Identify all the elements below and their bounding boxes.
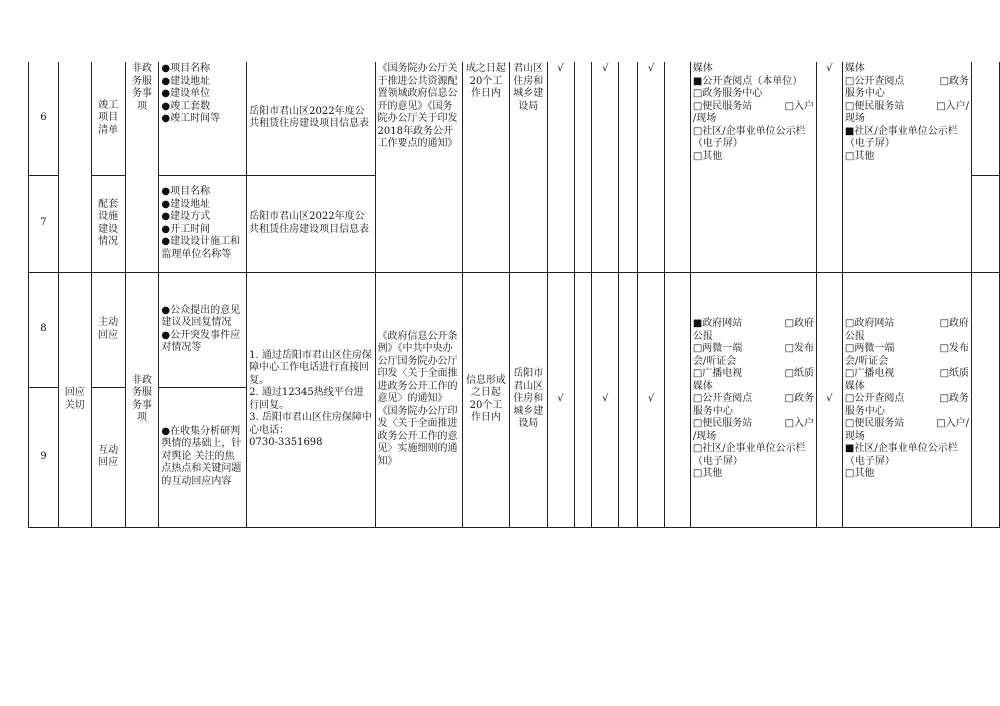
check-mark: √ [592, 272, 619, 527]
channels-list: □政府网站 □政府 公报 □两微一端 □发布 会/听证会 □广播电视 □纸质 媒体 □公开查阅点 □政务 服务中心 □便民服务站 □入户/ 现场 ■社区/企事业单位公示栏 （电子屏） □其他 [842, 272, 971, 527]
check-mark: √ [547, 62, 574, 272]
row-number: 8 [29, 272, 59, 387]
content-list: ●项目名称 ●建设地址 ●建设单位 ●竣工套数 ●竣工时间等 [159, 62, 247, 175]
content-list: ●在收集分析研判舆情的基础上，针对舆论 关注的焦点热点和关键问题的互动回应内容 [159, 387, 247, 527]
table-row-6 [29, 62, 1000, 175]
content-list: ●项目名称 ●建设地址 ●建设方式 ●开工时间 ●建设设计施工和监理单位名称等 [159, 175, 247, 272]
legal-basis: 《国务院办公厅关于推进公共资源配置领域政府信息公开的意见》《国务院办公厅关于印发2018年政务公开工作要点的通知》 [375, 62, 463, 272]
disclosure-table [28, 62, 1000, 528]
channels-list: 媒体 ■公开查阅点（本单位） □政务服务中心 □便民服务站 □入户 /现场 □社区/企事业单位公示栏 （电子屏） □其他 [690, 62, 816, 272]
check-mark: √ [592, 62, 619, 272]
item-name: 主动回应 [91, 272, 125, 387]
item-type: 非政务服务事项 [125, 272, 159, 527]
disclosure-subject: 君山区住房和城乡建设局 [509, 62, 547, 272]
check-mark: √ [638, 62, 665, 272]
content-list: ●公众提出的意见建议及回复情况 ●公开突发事件应对情况等 [159, 272, 247, 387]
check-mark: √ [817, 272, 843, 527]
category-cell-empty [58, 62, 91, 272]
item-name: 竣工项目清单 [91, 62, 125, 175]
item-type: 非政务服务事项 [125, 62, 159, 272]
category-name: 回应关切 [58, 272, 91, 527]
disclosure-time: 信息形成之日起20个工作日内 [463, 272, 510, 527]
check-mark: √ [817, 62, 843, 272]
disclosure-subject: 岳阳市君山区住房和城乡建设局 [509, 272, 547, 527]
channels-list: 媒体 □公开查阅点 □政务 服务中心 □便民服务站 □入户/ 现场 ■社区/企事业单位公示栏 （电子屏） □其他 [842, 62, 971, 272]
disclosure-time: 成之日起20个工作日内 [463, 62, 510, 272]
channels-list: ■政府网站 □政府 公报 □两微一端 □发布 会/听证会 □广播电视 □纸质 媒体 □公开查阅点 □政务 服务中心 □便民服务站 □入户 /现场 □社区/企事业单位公示栏 （电子屏） □其他 [690, 272, 816, 527]
item-name: 配套设施建设情况 [91, 175, 125, 272]
row-number: 7 [29, 175, 59, 272]
item-name: 互动回应 [91, 387, 125, 527]
legal-basis: 《政府信息公开条例》《中共中央办公厅国务院办公厅印发〈关于全面推进政务公开工作的意见〉的通知》《国务院办公厅印发〈关于全面推进政务公开工作的意见〉实施细则的通知》 [375, 272, 463, 527]
basis-document: 1. 通过岳阳市君山区住房保障中心工作电话进行直接回复。 2. 通过12345热线平台进行回复。 3. 岳阳市君山区住房保障中心电话： 0730-3351698 [247, 272, 375, 527]
check-mark: √ [638, 272, 665, 527]
row-number: 6 [29, 62, 59, 175]
basis-document: 岳阳市君山区2022年度公共租赁住房建设项目信息表 [247, 175, 375, 272]
row-number: 9 [29, 387, 59, 527]
table-row-8 [29, 272, 1000, 387]
basis-document: 岳阳市君山区2022年度公共租赁住房建设项目信息表 [247, 62, 375, 175]
check-mark: √ [547, 272, 574, 527]
